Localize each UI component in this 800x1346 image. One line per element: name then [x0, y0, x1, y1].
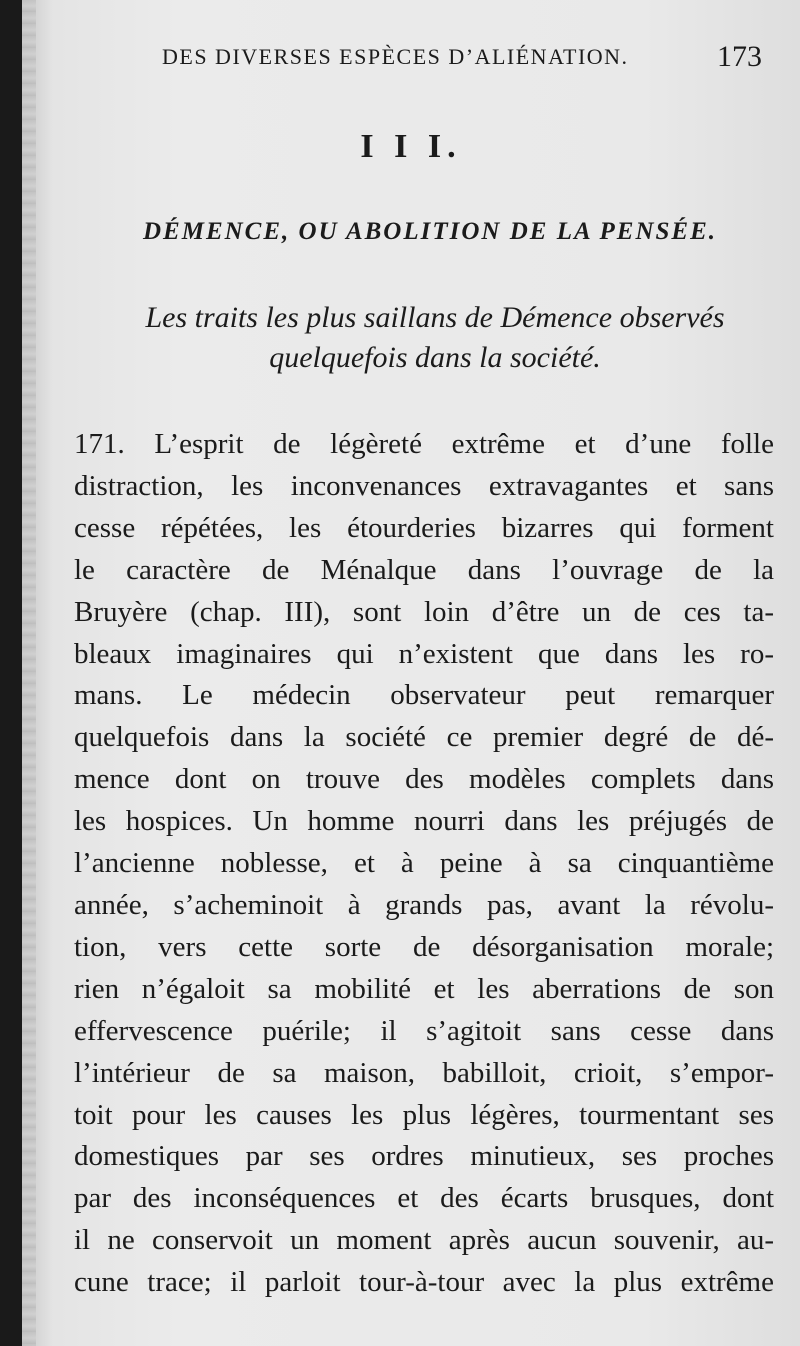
book-page — [22, 0, 800, 1346]
body-line: Bruyère (chap. III), sont loin d’être un de ces ta- — [74, 595, 774, 628]
body-line: le caractère de Ménalque dans l’ouvrage de la — [74, 553, 774, 586]
body-text — [74, 424, 774, 1304]
body-line: domestiques par ses ordres minutieux, ses proches — [74, 1140, 774, 1173]
body-line: l’intérieur de sa maison, babilloit, crioit, s’empor- — [74, 1056, 774, 1089]
body-line: il ne conservoit un moment après aucun souvenir, au- — [74, 1224, 774, 1257]
subtitle-line-2: quelquefois dans la société. — [269, 341, 601, 374]
body-line: bleaux imaginaires qui n’existent que dans les ro- — [74, 637, 774, 670]
body-line: par des inconséquences et des écarts brusques, dont — [74, 1182, 774, 1215]
body-line: mence dont on trouve des modèles complets dans — [74, 763, 774, 796]
body-line: quelquefois dans la société ce premier degré de dé- — [74, 721, 774, 754]
chapter-title: DÉMENCE, OU ABOLITION DE LA PENSÉE. — [142, 218, 718, 245]
body-line: cesse répétées, les étourderies bizarres qui forment — [74, 511, 774, 544]
subtitle — [100, 298, 770, 378]
body-line: cune trace; il parloit tour-à-tour avec la plus extrême — [74, 1266, 774, 1299]
body-line: l’ancienne noblesse, et à peine à sa cinquantième — [74, 847, 774, 880]
subtitle-line-1: Les traits les plus saillans de Démence observés — [145, 301, 725, 334]
body-line: année, s’acheminoit à grands pas, avant la révolu- — [74, 888, 774, 921]
body-line: les hospices. Un homme nourri dans les préjugés de — [74, 805, 774, 838]
body-line: rien n’égaloit sa mobilité et les aberrations de son — [74, 972, 774, 1005]
body-line: tion, vers cette sorte de désorganisation morale; — [74, 930, 774, 963]
page-number: 173 — [717, 40, 762, 73]
section-number: I I I. — [360, 128, 462, 165]
running-head — [162, 36, 762, 76]
page-edge — [22, 0, 36, 1346]
body-line: distraction, les inconvenances extravagantes et sans — [74, 469, 774, 502]
body-line: effervescence puérile; il s’agitoit sans cesse dans — [74, 1014, 774, 1047]
body-line: mans. Le médecin observateur peut remarquer — [74, 679, 774, 712]
body-line: toit pour les causes les plus légères, tourmentant ses — [74, 1098, 774, 1131]
body-line: 171. L’esprit de légèreté extrême et d’une folle — [74, 428, 774, 460]
running-head-title: DES DIVERSES ESPÈCES D’ALIÉNATION. — [162, 44, 629, 69]
